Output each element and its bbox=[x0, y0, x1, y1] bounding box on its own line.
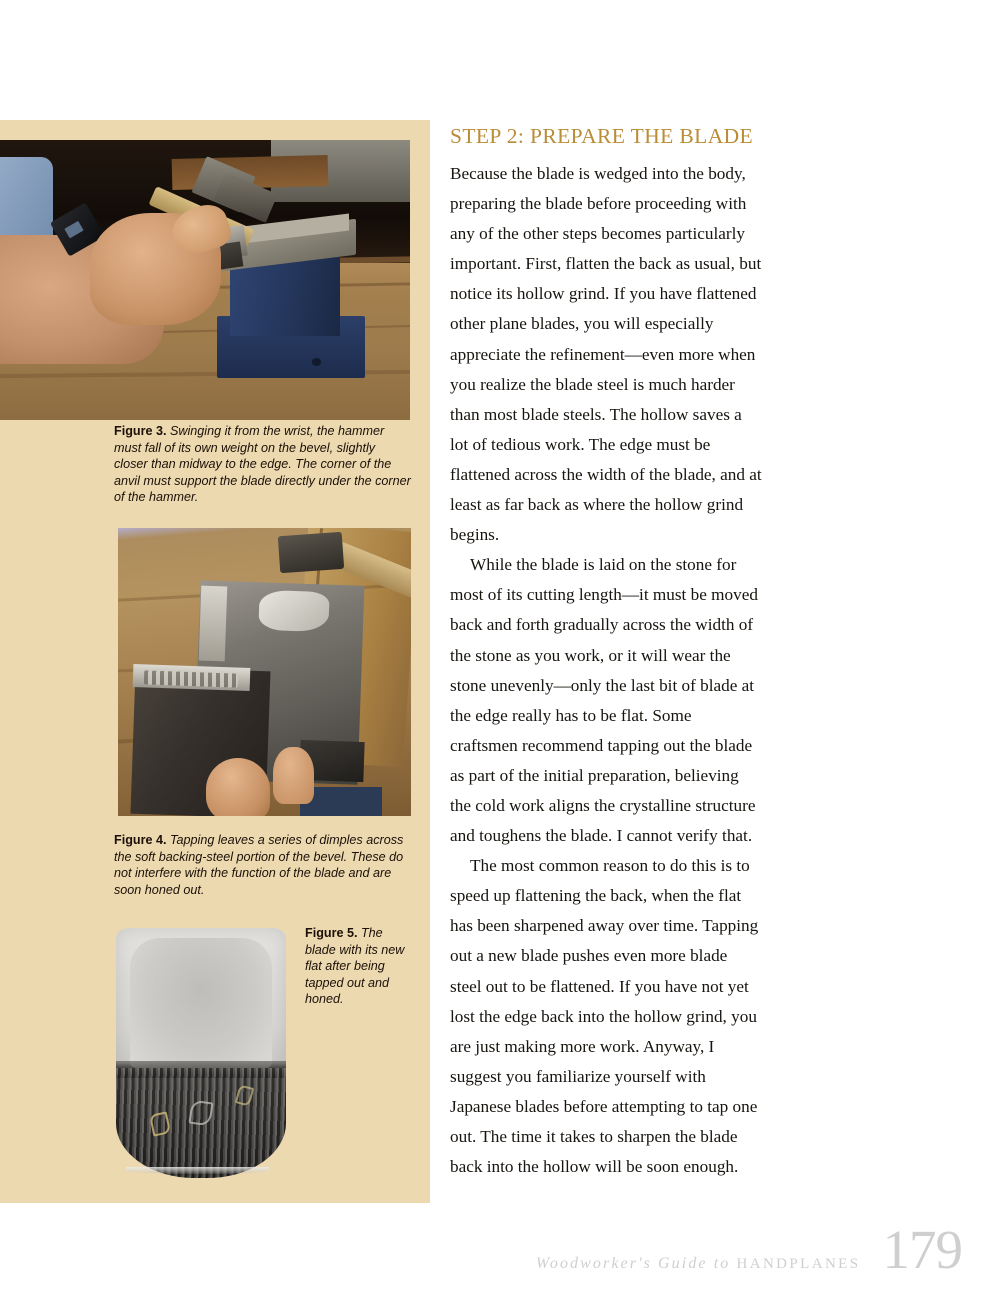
blade-bottom-highlight bbox=[126, 1167, 268, 1175]
footer-book-title bbox=[536, 1255, 861, 1273]
section-heading: STEP 2: PREPARE THE BLADE bbox=[450, 124, 754, 148]
body-paragraph-2: While the blade is laid on the stone for most of its cutting length—it must be moved back and forth gradually across the width of the stone as you work, or it will wear the stone unevenly—only the last bit of blade at the edge really has to be flat. Some craftsmen recommend tapping out the blade as part of the initial preparation, believing the cold work aligns the crystalline structure and toughens the blade. I cannot verify that. bbox=[450, 555, 758, 846]
figure-5-photo bbox=[112, 928, 290, 1178]
figure-4-caption-text: Tapping leaves a series of dimples across the soft backing-steel portion of the bevel. These do not interfere with the function of the blade and are soon honed out. bbox=[114, 833, 404, 897]
figure-3-caption bbox=[114, 423, 412, 506]
figure-5-label: Figure 5. bbox=[305, 926, 358, 940]
footer-book-title-italic: Woodworker's Guide to bbox=[535, 1255, 737, 1272]
anvil-highlight bbox=[258, 590, 330, 633]
hammer-head bbox=[278, 532, 345, 574]
page-number: 179 bbox=[882, 1219, 962, 1280]
blade-hollow-flat bbox=[130, 938, 272, 1068]
footer-book-title-caps: HANDPLANES bbox=[736, 1256, 861, 1272]
finger bbox=[273, 747, 314, 805]
figure-4-label: Figure 4. bbox=[114, 833, 167, 847]
body-paragraph-3: The most common reason to do this is to speed up flattening the back, when the flat has been sharpened away over time. Tapping out a new blade pushes even more blade steel out to be flattened. If you have not yet lost the edge back into the hollow grind, you are just making more work. Anyway, I suggest you familiarize yourself with Japanese blades before attempting to tap one out. The time it takes to sharpen the blade back into the hollow will be soon enough. bbox=[450, 856, 759, 1177]
article-column bbox=[450, 124, 762, 1182]
figure-4-photo bbox=[118, 528, 411, 816]
body-paragraph-1: Because the blade is wedged into the body, preparing the blade before proceeding with any of the other steps becomes particularly important. First, flatten the back as usual, but notice its hollow grind. If you have flattened other plane blades, you will especially appreciate the refinement—even more when you realize the blade steel is much harder than most blade steels. The hollow saves a lot of tedious work. The edge must be flattened across the width of the blade, and at least as far back as where the hollow grind begins. bbox=[450, 164, 762, 545]
figure-3-label: Figure 3. bbox=[114, 424, 167, 438]
page-footer bbox=[450, 1219, 962, 1288]
figure-3-caption-text: Swinging it from the wrist, the hammer must fall of its own weight on the bevel, slightly closer than midway to the edge. The corner of the anvil must support the blade directly under the corner of the hammer. bbox=[114, 424, 411, 505]
thumb bbox=[206, 758, 270, 816]
anvil-bolt-hole bbox=[312, 358, 321, 365]
figure-4-caption bbox=[114, 832, 412, 898]
figure-panel bbox=[0, 120, 430, 1203]
figure-5-caption-text: The blade with its new flat after being tapped out and honed. bbox=[305, 926, 405, 1007]
figure-3-photo bbox=[0, 140, 410, 420]
anvil-bevel bbox=[199, 585, 228, 661]
figure-5-caption bbox=[305, 925, 413, 1008]
